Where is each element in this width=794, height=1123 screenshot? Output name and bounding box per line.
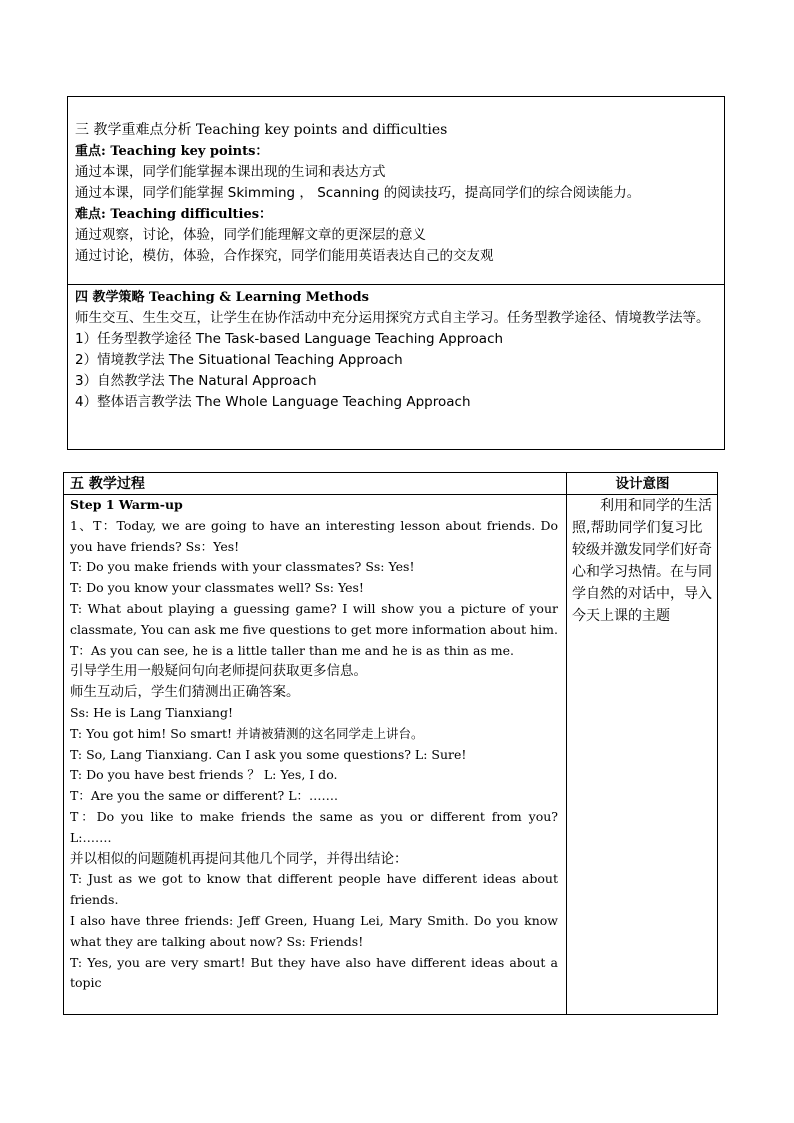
instruction-line: 引导学生用一般疑问句向老师提问获取更多信息。 (70, 663, 367, 680)
method-2: 2）情境教学法 The Situational Teaching Approach (75, 352, 403, 368)
instruction-line: 师生互动后，学生们猜测出正确答案。 (70, 684, 300, 701)
key-points-label: 重点: Teaching key points： (75, 144, 269, 159)
methods-intro: 师生交互、生生交互，让学生在协作活动中充分运用探究方式自主学习。任务型教学途径、情境教学法等。 (75, 310, 710, 326)
design-intent-heading: 设计意图 (615, 476, 670, 492)
instruction-line: 并以相似的问题随机再提问其他几个同学，并得出结论： (70, 850, 408, 867)
dialogue-line: T: So, Lang Tianxiang. Can I ask you some questions? L: Sure! (70, 746, 467, 762)
dialogue-line: T: Yes, you are very smart! But they have also have different ideas about a topic (70, 954, 558, 991)
analysis-table (67, 96, 725, 450)
section4-heading: 四 教学策略 Teaching & Learning Methods (75, 290, 369, 305)
dialogue-line: 1、T：Today, we are going to have an interesting lesson about friends. Do you have friends? Ss：Yes! (70, 517, 558, 554)
section5-heading: 五 教学过程 (70, 476, 145, 492)
method-3: 3）自然教学法 The Natural Approach (75, 373, 317, 389)
section-key-points (68, 97, 724, 285)
dialogue-line: T: You got him! So smart! 并请被猜测的这名同学走上讲台。 (70, 725, 424, 741)
process-body (70, 495, 558, 994)
dialogue-line: T: Do you know your classmates well? Ss: Yes! (70, 580, 364, 596)
key-point-2: 通过本课，同学们能掌握 Skimming ， Scanning 的阅读技巧，提高同学们的综合阅读能力。 (75, 185, 641, 201)
dialogue-line: T：Do you like to make friends the same as you or different from you? L:……. (70, 808, 558, 845)
dialogue-line: T: What about playing a guessing game? I will show you a picture of your classmate, You can ask me five questions to get more information about him. (70, 600, 559, 637)
method-1: 1）任务型教学途径 The Task-based Language Teaching Approach (75, 331, 504, 347)
dialogue-line: T: Do you have best friends ？ L: Yes, I do. (70, 767, 338, 783)
column-divider (566, 473, 567, 1014)
design-intent-text: 利用和同学的生活照,帮助同学们复习比较级并激发同学们好奇心和学习热情。在与同学自然的对话中，导入今天上课的主题 (572, 498, 712, 624)
dialogue-line: I also have three friends: Jeff Green, Huang Lei, Mary Smith. Do you know what they are talking about now? Ss: Friends! (70, 912, 558, 949)
dialogue-line: T：As you can see, he is a little taller than me and he is as thin as me. (70, 642, 515, 658)
key-point-1: 通过本课，同学们能掌握本课出现的生词和表达方式 (75, 164, 386, 180)
dialogue-line: T：Are you the same or different? L：……. (70, 788, 339, 804)
difficulty-2: 通过讨论，模仿，体验，合作探究，同学们能用英语表达自己的交友观 (75, 248, 494, 264)
dialogue-line: T: Do you make friends with your classmates? Ss: Yes! (70, 559, 415, 575)
dialogue-line: T: Just as we got to know that different people have different ideas about friends. (70, 871, 558, 908)
section3-heading: 三 教学重难点分析 Teaching key points and difficulties (75, 122, 448, 138)
difficulty-1: 通过观察，讨论，体验，同学们能理解文章的更深层的意义 (75, 227, 426, 243)
step-title: Step 1 Warm-up (70, 497, 183, 512)
difficulties-label: 难点: Teaching difficulties： (75, 207, 273, 222)
dialogue-line: Ss: He is Lang Tianxiang! (70, 704, 234, 720)
section-methods (68, 285, 724, 449)
process-table (63, 472, 718, 1015)
method-4: 4）整体语言教学法 The Whole Language Teaching Approach (75, 394, 471, 410)
